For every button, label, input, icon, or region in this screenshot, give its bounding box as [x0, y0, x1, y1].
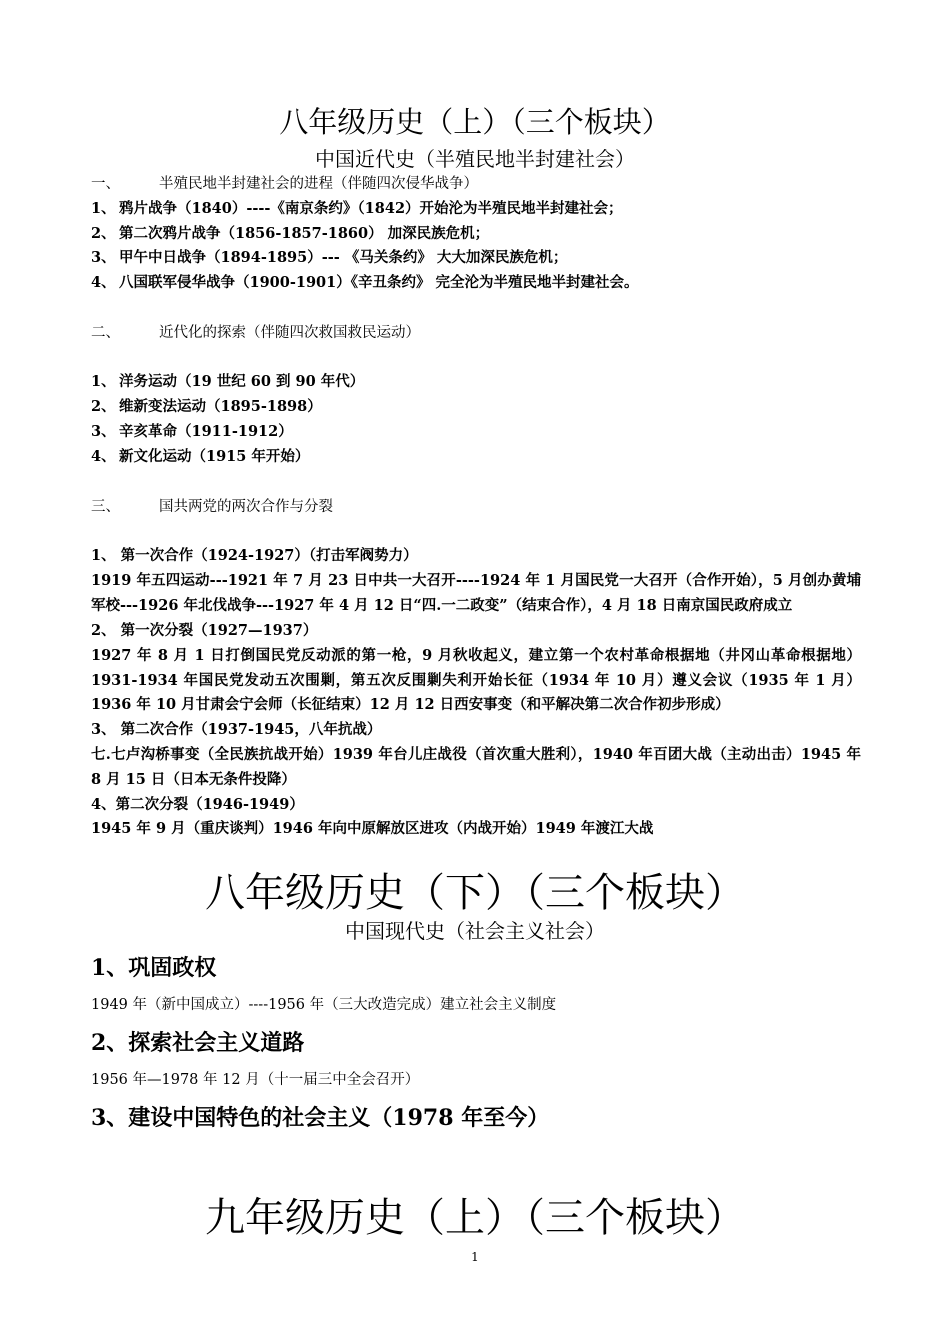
section-2-number: 二、: [91, 325, 120, 341]
list-item-number: 3、: [91, 249, 116, 266]
list-item-number: 4、: [91, 274, 116, 291]
list-item-number: 3、: [91, 423, 116, 440]
paragraph: 1956 年—1978 年 12 月（十一届三中全会召开）: [91, 1072, 420, 1088]
list-item-number: 2、: [91, 398, 116, 415]
heading-explore-socialism: 2、探索社会主义道路: [91, 1030, 305, 1056]
grade8-upper-title: 八年级历史（上）（三个板块）: [279, 105, 671, 139]
list-item: [91, 197, 871, 221]
subsection-title: 1、 第一次合作（1924-1927）（打击军阀势力）: [91, 547, 418, 564]
grade8-lower-subtitle: 中国现代史（社会主义社会）: [345, 919, 605, 943]
list-item-text: 第二次鸦片战争（1856-1857-1860） 加深民族危机；: [119, 225, 490, 242]
list-item: [91, 271, 871, 295]
paragraph: 1927 年 8 月 1 日打倒国民党反动派的第一枪，9 月秋收起义，建立第一个农村革命根据地（井冈山革命根据地）1931-1934 年国民党发动五次围剿，第五次反围剿失利开始长征（1934 年 10 月）遵义会议（1935 年 1 月）1936 年 10 月甘肃会宁会师（长征结束）12 月 12 日西安事变（和平解决第二次合作初步形成）: [91, 647, 861, 713]
list-item-text: 新文化运动（1915 年开始）: [119, 448, 310, 465]
list-item-text: 八国联军侵华战争（1900-1901）《辛丑条约》 完全沦为半殖民地半封建社会。: [119, 274, 639, 291]
list-item-number: 4、: [91, 448, 116, 465]
paragraph: 1919 年五四运动---1921 年 7 月 23 日中共一大召开----1924 年 1 月国民党一大召开（合作开始），5 月创办黄埔军校---1926 年北伐战争---1927 年 4 月 12 日“四.一二政变”（结束合作），4 月 18 日南京国民政府成立: [91, 572, 861, 614]
list-item-text: 辛亥革命（1911-1912）: [119, 423, 293, 440]
section-3-number: 三、: [91, 499, 120, 515]
subsection-title: 2、 第一次分裂（1927—1937）: [91, 622, 318, 639]
paragraph: 七.七卢沟桥事变（全民族抗战开始）1939 年台儿庄战役（首次重大胜利），1940 年百团大战（主动出击）1945 年 8 月 15 日（日本无条件投降）: [91, 746, 861, 788]
grade8-upper-subtitle: 中国近代史（半殖民地半封建社会）: [315, 147, 635, 171]
list-item: [91, 445, 871, 469]
section-1-title: 半殖民地半封建社会的进程（伴随四次侵华战争）: [159, 176, 478, 192]
list-item-text: 洋务运动（19 世纪 60 到 90 年代）: [119, 373, 365, 390]
list-item-text: 甲午中日战争（1894-1895）--- 《马关条约》 大大加深民族危机；: [119, 249, 568, 266]
heading-consolidate-power: 1、巩固政权: [91, 955, 217, 981]
subsection-title: 3、 第二次合作（1937-1945，八年抗战）: [91, 721, 382, 738]
list-item: [91, 370, 871, 394]
list-item-text: 鸦片战争（1840）----《南京条约》（1842）开始沦为半殖民地半封建社会；: [119, 200, 623, 217]
list-item-text: 维新变法运动（1895-1898）: [119, 398, 322, 415]
grade9-upper-title: 九年级历史（上）（三个板块）: [205, 1195, 745, 1241]
list-item: [91, 222, 871, 246]
section-2-heading: [91, 321, 420, 345]
section-1-number: 一、: [91, 176, 120, 192]
heading-build-socialism: 3、建设中国特色的社会主义（1978 年至今）: [91, 1105, 550, 1131]
list-item-number: 2、: [91, 225, 116, 242]
section-3-heading: [91, 495, 333, 519]
list-item-number: 1、: [91, 200, 116, 217]
list-item-number: 1、: [91, 373, 116, 390]
section-3-title: 国共两党的两次合作与分裂: [159, 499, 333, 515]
page-number: 1: [471, 1250, 479, 1264]
subsection-title: 4、第二次分裂（1946-1949）: [91, 796, 304, 813]
grade8-lower-title: 八年级历史（下）（三个板块）: [205, 870, 745, 916]
paragraph: 1949 年（新中国成立）----1956 年（三大改造完成）建立社会主义制度: [91, 997, 557, 1013]
list-item: [91, 395, 871, 419]
list-item: [91, 246, 871, 270]
list-item: [91, 420, 871, 444]
section-1-heading: [91, 172, 478, 196]
paragraph: 1945 年 9 月（重庆谈判）1946 年向中原解放区进攻（内战开始）1949 年渡江大战: [91, 820, 654, 837]
section-2-title: 近代化的探索（伴随四次救国救民运动）: [159, 325, 420, 341]
